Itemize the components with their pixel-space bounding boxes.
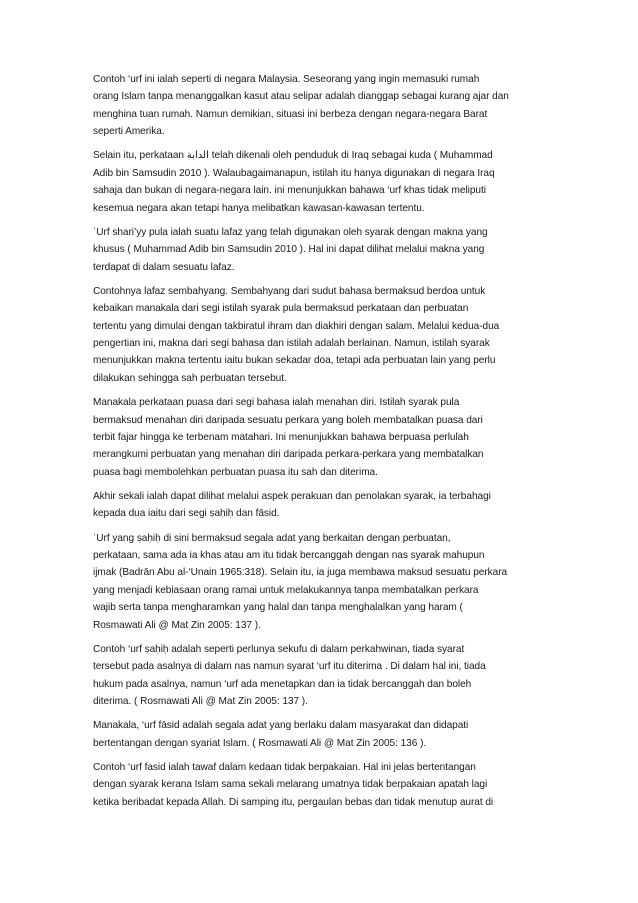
paragraph [93,641,546,711]
text-line: seperti Amerika. [93,126,165,138]
text-line: terbit fajar hingga ke terbenam matahari. Ini menunjukkan bahawa berpuasa perlulah [93,431,469,443]
text-line: dilakukan sehingga sah perbuatan tersebut. [93,372,287,384]
text-line: Akhir sekali ialah dapat dilihat melalui aspek perakuan dan penolakan syarak, ia terbahagi [93,490,491,502]
text-line: Adib bin Samsudin 2010 ). Walaubagaimanapun, istilah itu hanya digunakan di negara Iraq [93,167,495,179]
text-line: menunjukkan makna tertentu iaitu bukan sekadar doa, tetapi ada perbuatan lain yang perlu [93,355,496,367]
text-line: orang Islam tanpa menanggalkan kasut atau selipar adalah dianggap sebagai kurang ajar dan [93,91,509,103]
text-line: dengan syarak kerana Islam sama sekali melarang umatnya tidak berpakaian apatah lagi [93,779,488,791]
text-line: Manakala perkataan puasa dari segi bahasa ialah menahan diri. Istilah syarak pula [93,397,460,409]
text-line: tersebut pada asalnya di dalam nas namun syarat ‘urf itu diterima . Di dalam hal ini, tiada [93,661,486,673]
text-line: Selain itu, perkataan الدابة telah dikenali oleh penduduk di Iraq sebagai kuda ( Muhammad [93,150,493,162]
paragraph [93,224,546,276]
text-line: tertentu yang dimulai dengan takbiratul ihram dan diakhiri dengan salam. Melalui kedua-dua [93,320,500,332]
text-line: bertentangan dengan syariat Islam. ( Rosmawati Ali @ Mat Zin 2005: 136 ). [93,737,427,749]
text-line: pengertian ini, makna dari segi bahasa dan istilah adalah berlainan. Namun, istilah syarak [93,338,490,350]
text-line: merangkumi perbuatan yang menahan diri daripada perkara-perkara yang membatalkan [93,449,484,461]
text-line: sahaja dan bukan di negara-negara lain. ini menunjukkan bahawa ‘urf khas tidak meliputi [93,185,486,197]
text-line: ijmak (Badrān Abu al-‘Unain 1965:318). Selain itu, ia juga membawa maksud sesuatu perkara [93,567,508,579]
text-line: ʿUrf shari’yy pula ialah suatu lafaz yang telah digunakan oleh syarak dengan makna yang [93,226,488,238]
text-line: bermaksud menahan diri daripada sesuatu perkara yang boleh membatalkan puasa dari [93,414,483,426]
paragraph [93,394,546,481]
text-line: khusus ( Muhammad Adib bin Samsudin 2010 ). Hal ini dapat dilihat melalui makna yang [93,244,485,256]
text-line: menghina tuan rumah. Namun demikian, situasi ini berbeza dengan negara-negara Barat [93,108,488,120]
paragraph [93,147,546,217]
text-line: wajib serta tanpa mengharamkan yang halal dan tanpa menghalalkan yang haram ( [93,602,463,614]
paragraph [93,759,546,811]
paragraph [93,71,546,141]
paragraph [93,717,546,752]
paragraph [93,283,546,387]
text-line: kebaikan manakala dari segi istilah syarak pula bermaksud perkataan dan perbuatan [93,303,469,315]
text-line: ketika beribadat kepada Allah. Di samping itu, pergaulan bebas dan tidak menutup aurat di [93,796,494,808]
text-line: yang menjadi kebiasaan orang ramai untuk melakukannya tanpa membatalkan perkara [93,584,479,596]
text-line: terdapat di dalam sesuatu lafaz. [93,261,235,273]
text-line: Rosmawati Ali @ Mat Zin 2005: 137 ). [93,619,261,631]
text-line: Contoh ‘urf ṣaḥiḥ adalah seperti perlunya sekufu di dalam perkahwinan, tiada syarat [93,643,465,655]
text-line: hukum pada asalnya, namun ‘urf ada menetapkan dan ia tidak bercanggah dan boleh [93,678,472,690]
text-line: Contoh ‘urf fasid ialah tawaf dalam kedaan tidak berpakaian. Hal ini jelas bertentangan [93,761,476,773]
text-line: diterima. ( Rosmawati Ali @ Mat Zin 2005: 137 ). [93,695,308,707]
text-line: ʿUrf yang ṣaḥiḥ di sini bermaksud segala adat yang berkaitan dengan perbuatan, [93,532,451,544]
text-line: perkataan, sama ada ia khas atau am itu tidak bercanggah dengan nas syarak mahupun [93,549,485,561]
text-line: kesemua negara akan tetapi hanya melibatkan kawasan-kawasan tertentu. [93,202,425,214]
text-line: Contohnya lafaz sembahyang. Sembahyang dari sudut bahasa bermaksud berdoa untuk [93,285,486,297]
paragraph [93,530,546,634]
paragraph [93,488,546,523]
text-line: Manakala, ‘urf fāsid adalah segala adat yang berlaku dalam masyarakat dan didapati [93,720,469,732]
document-body [93,71,546,818]
text-line: kepada dua iaitu dari segi ṣaḥiḥ dan fāsid. [93,508,280,520]
text-line: puasa bagi membolehkan perbuatan puasa itu sah dan diterima. [93,466,378,478]
text-line: Contoh ‘urf ini ialah seperti di negara Malaysia. Seseorang yang ingin memasuki rumah [93,74,480,85]
